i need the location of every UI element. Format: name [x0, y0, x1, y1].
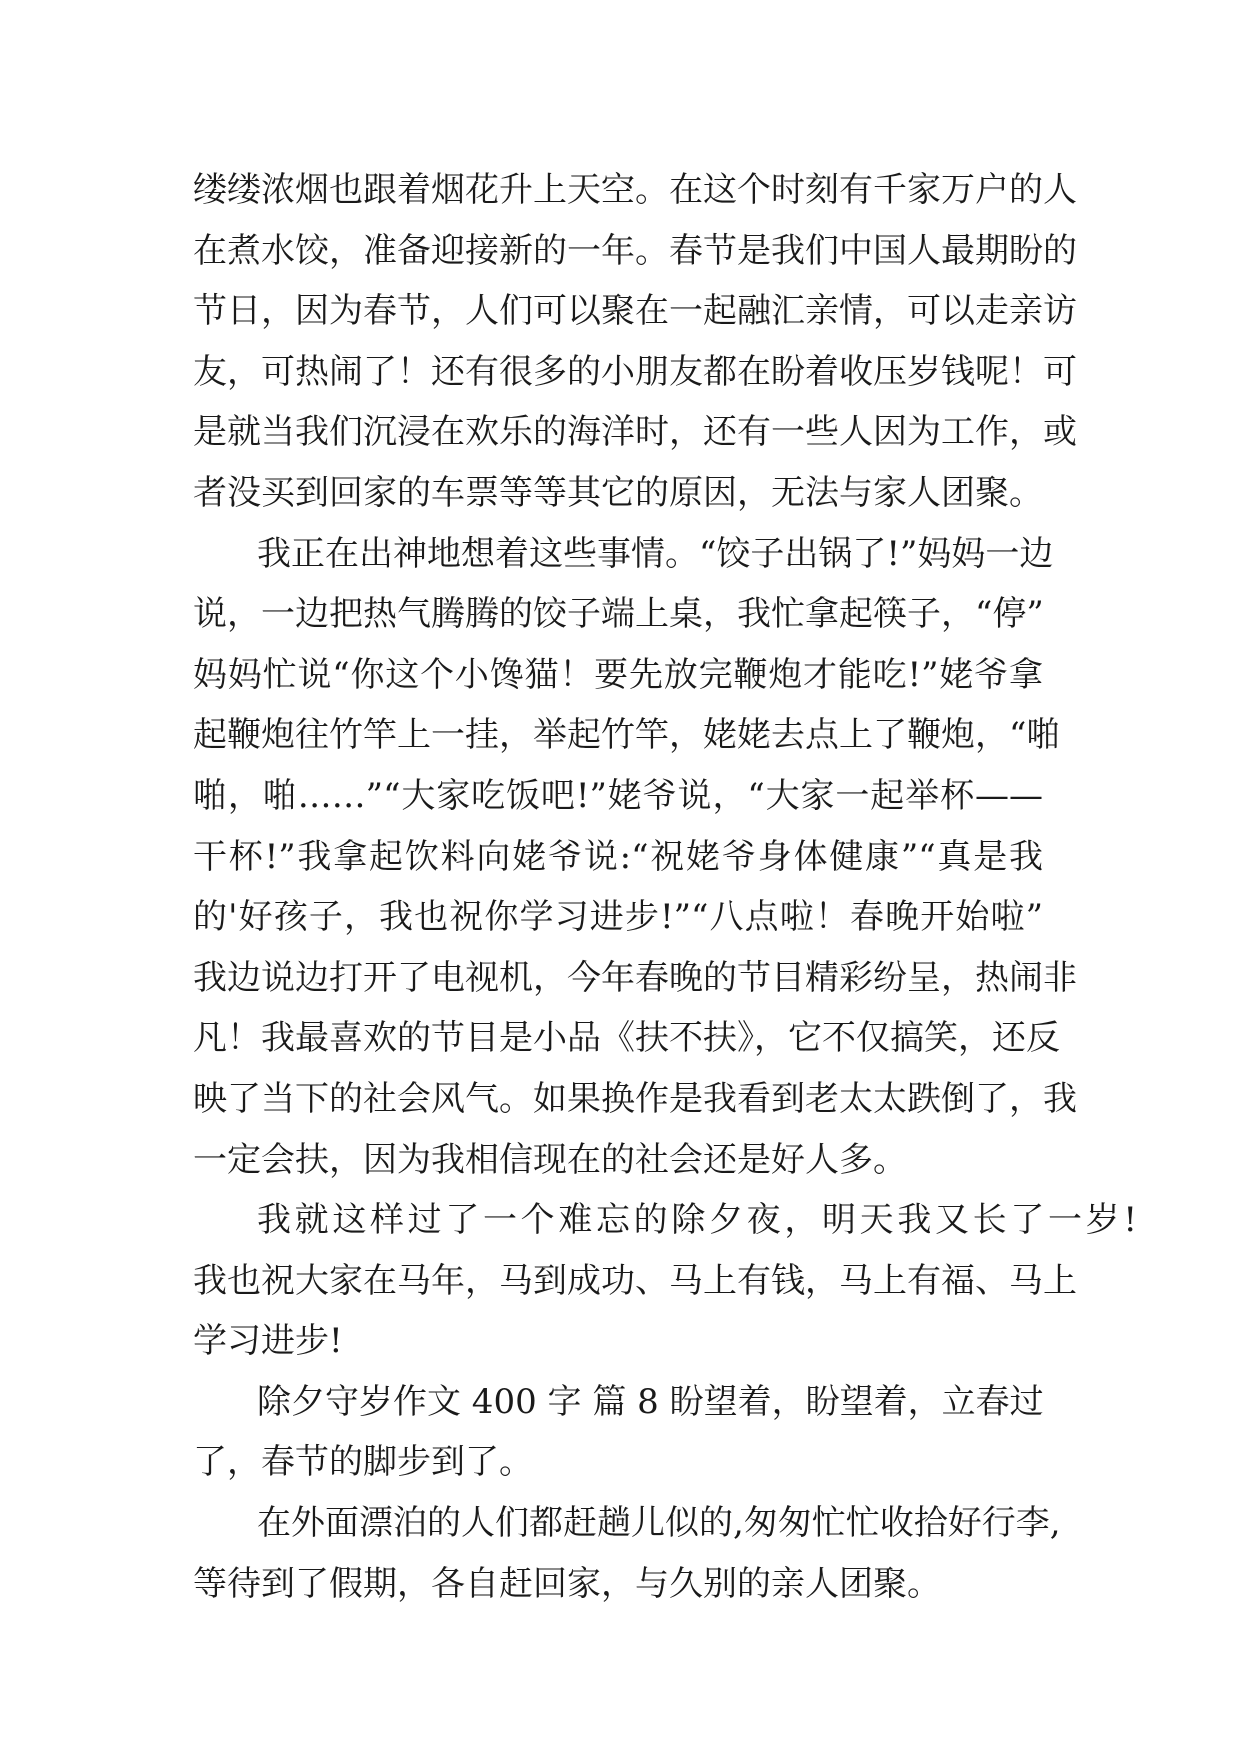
text-line: 凡！我最喜欢的节目是小品《扶不扶》，它不仅搞笑，还反 [193, 1018, 1060, 1059]
text-line: 学习进步! [193, 1321, 343, 1362]
text-line: 的'好孩子，我也祝你学习进步!”“八点啦！春晚开始啦” [193, 897, 1043, 938]
paragraph-start-line: 我就这样过了一个难忘的除夕夜，明天我又长了一岁! [257, 1200, 1137, 1241]
paragraph-start-line: 我正在出神地想着这些事情。“饺子出锅了!”妈妈一边 [257, 533, 1054, 574]
text-line: 我也祝大家在马年，马到成功、马上有钱，马上有福、马上 [193, 1260, 1077, 1301]
text-line: 者没买到回家的车票等等其它的原因，无法与家人团聚。 [193, 472, 1043, 513]
text-line: 我边说边打开了电视机，今年春晚的节目精彩纷呈，热闹非 [193, 957, 1077, 998]
text-line: 了，春节的脚步到了。 [193, 1442, 533, 1483]
text-line: 起鞭炮往竹竿上一挂，举起竹竿，姥姥去点上了鞭炮，“啪 [193, 715, 1061, 756]
text-line: 是就当我们沉浸在欢乐的海洋时，还有一些人因为工作，或 [193, 412, 1077, 453]
text-line: 干杯!”我拿起饮料向姥爷说:“祝姥爷身体健康”“真是我 [193, 836, 1043, 877]
text-line: 友，可热闹了！还有很多的小朋友都在盼着收压岁钱呢！可 [193, 351, 1077, 392]
paragraph-start-line: 在外面漂泊的人们都赶趟儿似的,匆匆忙忙收拾好行李, [257, 1503, 1061, 1544]
text-line: 说，一边把热气腾腾的饺子端上桌，我忙拿起筷子，“停” [193, 594, 1044, 635]
text-line: 在煮水饺，准备迎接新的一年。春节是我们中国人最期盼的 [193, 230, 1077, 271]
text-line: 节日，因为春节，人们可以聚在一起融汇亲情，可以走亲访 [193, 291, 1077, 332]
text-line: 缕缕浓烟也跟着烟花升上天空。在这个时刻有千家万户的人 [193, 170, 1077, 210]
text-line: 映了当下的社会风气。如果换作是我看到老太太跌倒了，我 [193, 1078, 1077, 1119]
text-line: 一定会扶，因为我相信现在的社会还是好人多。 [193, 1139, 907, 1180]
text-line: 等待到了假期，各自赶回家，与久别的亲人团聚。 [193, 1563, 941, 1604]
text-line: 啪，啪……”“大家吃饭吧!”姥爷说，“大家一起举杯—— [193, 775, 1043, 816]
document-body [193, 160, 1137, 1614]
section-heading-line: 除夕守岁作文 400 字 篇 8 盼望着，盼望着，立春过 [257, 1381, 1044, 1422]
text-line: 妈妈忙说“你这个小馋猫！要先放完鞭炮才能吃!”姥爷拿 [193, 654, 1043, 695]
